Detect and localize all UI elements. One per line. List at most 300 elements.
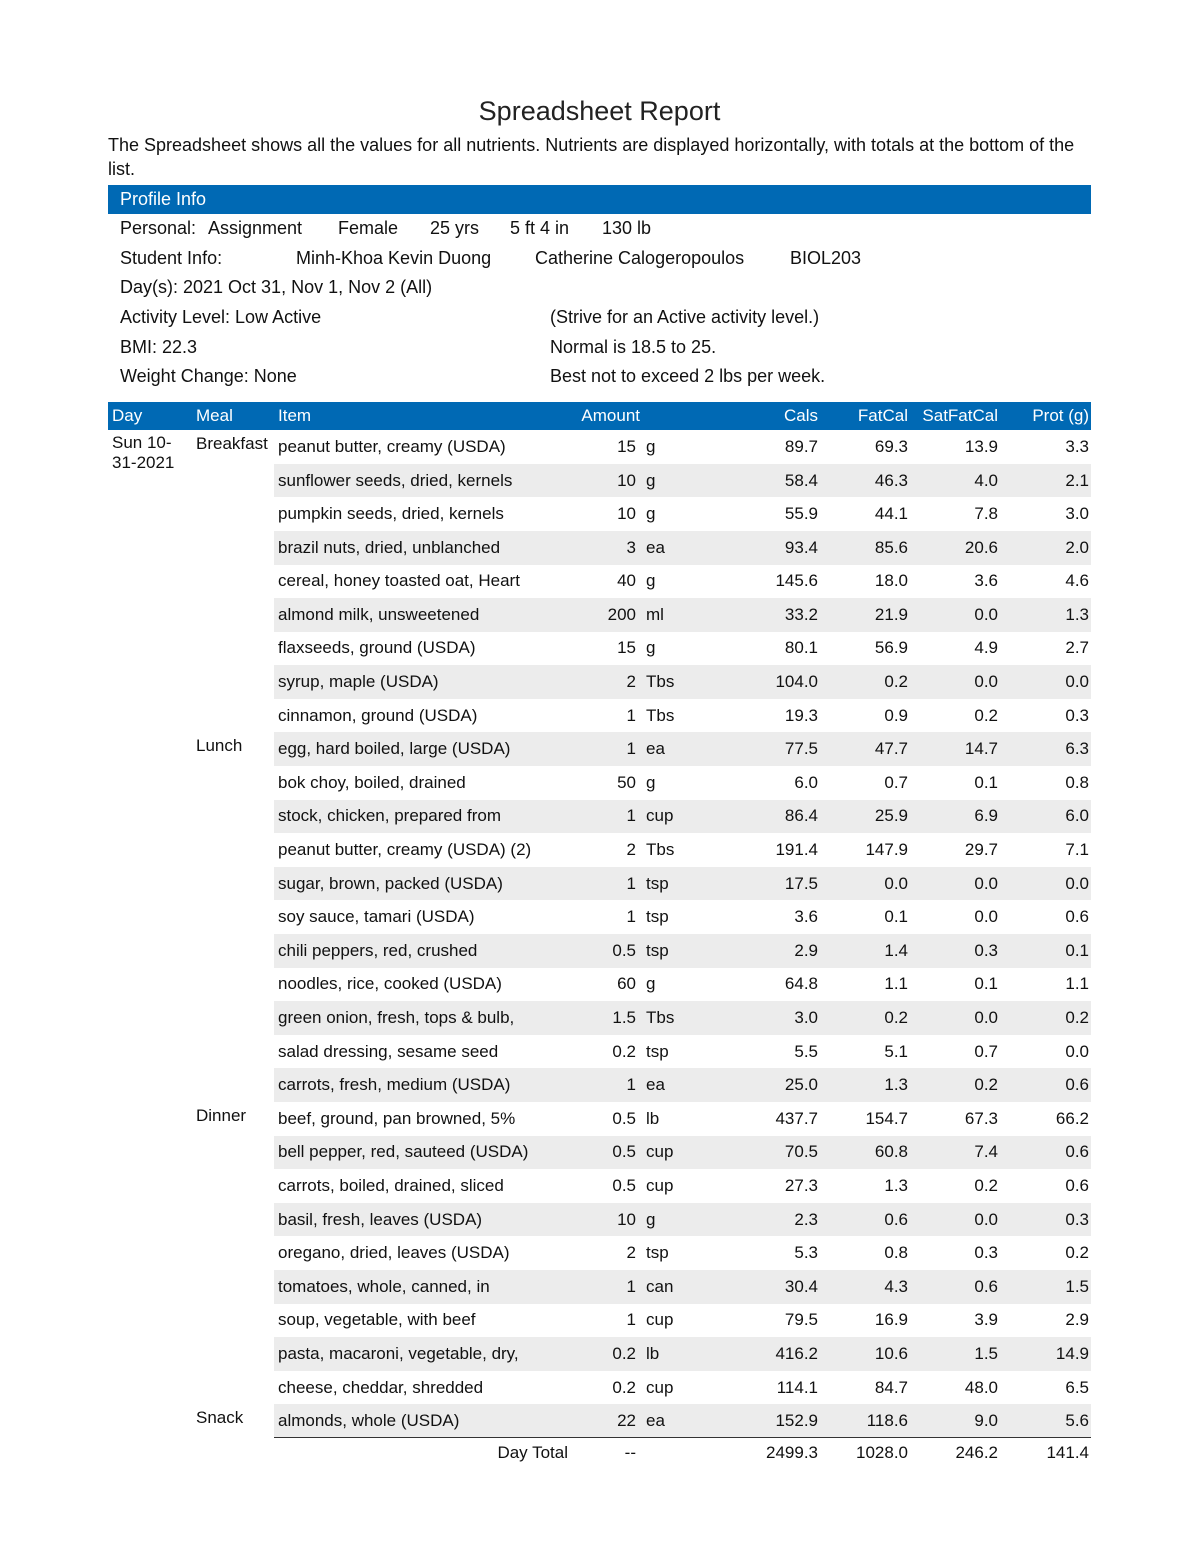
item-name: syrup, maple (USDA)	[274, 665, 574, 699]
prot-value: 0.2	[1065, 1243, 1089, 1263]
cals-value: 33.2	[730, 598, 820, 632]
table-row	[108, 430, 1091, 464]
prot-value: 1.3	[1000, 598, 1091, 632]
amount-qty: 0.2	[612, 1377, 636, 1397]
fatcal-value: 60.8	[820, 1136, 910, 1170]
satfatcal-value: 0.2	[974, 1175, 998, 1195]
amount-unit: cup	[646, 1175, 674, 1195]
fatcal-value: 10.6	[820, 1337, 910, 1371]
prot-value: 0.8	[1065, 772, 1089, 792]
amount-unit: tsp	[644, 934, 730, 968]
meal-label: Breakfast	[196, 434, 268, 454]
personal-name: Assignment	[208, 218, 303, 238]
fatcal-value: 47.7	[820, 732, 910, 766]
table-row	[108, 1203, 1091, 1237]
item-name: tomatoes, whole, canned, in	[274, 1270, 574, 1304]
amount-unit: cup	[644, 1136, 730, 1170]
header-meal: Meal	[192, 402, 274, 430]
fatcal-value: 0.0	[820, 867, 910, 901]
prot-value: 0.0	[1000, 867, 1091, 901]
meal-label	[192, 497, 274, 531]
spacer	[644, 1438, 730, 1468]
header-prot: Prot (g)	[1000, 402, 1091, 430]
table-row	[108, 867, 1091, 901]
table-row	[108, 665, 1091, 699]
cals-value: 6.0	[794, 772, 818, 792]
cals-value: 27.3	[784, 1175, 818, 1195]
amount-qty: 15	[617, 436, 636, 456]
satfatcal-value: 9.0	[910, 1404, 1000, 1438]
cals-value: 152.9	[730, 1404, 820, 1438]
item-name: soup, vegetable, with beef	[278, 1310, 476, 1330]
cals-value: 114.1	[776, 1377, 818, 1397]
prot-value: 2.0	[1000, 531, 1091, 565]
gender: Female	[338, 218, 399, 238]
amount-qty: 60	[617, 974, 636, 994]
satfatcal-value: 4.0	[910, 464, 1000, 498]
cals-value: 58.4	[730, 464, 820, 498]
meal-label: Lunch	[196, 736, 243, 756]
item-name: noodles, rice, cooked (USDA)	[278, 974, 502, 994]
item-name: carrots, boiled, drained, sliced	[278, 1175, 504, 1195]
satfatcal-value: 0.7	[974, 1041, 998, 1061]
header-cals: Cals	[730, 402, 820, 430]
profile-header: Profile Info	[108, 185, 1091, 214]
cals-value: 145.6	[775, 571, 818, 591]
satfatcal-value: 3.9	[974, 1310, 998, 1330]
table-row	[108, 1102, 1091, 1136]
fatcal-value: 4.3	[820, 1270, 910, 1304]
satfatcal-value: 0.0	[974, 907, 998, 927]
profile-info	[108, 214, 1091, 392]
table-row	[108, 1337, 1091, 1371]
prot-value: 7.1	[1065, 840, 1089, 860]
table-row	[108, 732, 1091, 766]
cals-value: 416.2	[730, 1337, 820, 1371]
student-label: Student Info:	[120, 247, 223, 268]
prot-value: 0.6	[1065, 907, 1089, 927]
table-row	[108, 766, 1091, 800]
meal-label	[192, 1304, 274, 1338]
bmi-note: Normal is 18.5 to 25.	[550, 336, 717, 357]
amount-qty: 22	[574, 1404, 644, 1438]
item-name: cheese, cheddar, shredded	[278, 1377, 484, 1397]
student-row	[120, 244, 1091, 274]
bmi: BMI: 22.3	[120, 336, 198, 357]
amount-unit: g	[646, 436, 656, 456]
prot-value: 66.2	[1055, 1108, 1089, 1128]
cals-value: 3.0	[730, 1001, 820, 1035]
cals-value: 191.4	[775, 840, 818, 860]
nutrient-table	[108, 402, 1091, 1468]
fatcal-value: 21.9	[820, 598, 910, 632]
cals-value: 89.7	[784, 436, 818, 456]
table-row	[108, 1270, 1091, 1304]
cals-value: 70.5	[730, 1136, 820, 1170]
instructor: Catherine Calogeropoulos	[535, 247, 745, 268]
cals-value: 25.0	[730, 1068, 820, 1102]
cals-value: 5.3	[794, 1243, 818, 1263]
fatcal-value: 0.1	[884, 907, 908, 927]
table-row	[108, 565, 1091, 599]
day-total-cals: 2499.3	[730, 1438, 820, 1468]
amount-unit: g	[646, 638, 656, 658]
item-name: carrots, fresh, medium (USDA)	[274, 1068, 574, 1102]
satfatcal-value: 3.6	[974, 571, 998, 591]
meal-label	[192, 598, 274, 632]
amount-unit: Tbs	[646, 705, 675, 725]
satfatcal-value: 1.5	[910, 1337, 1000, 1371]
header-amount: Amount	[574, 402, 644, 430]
meal-label	[192, 1270, 274, 1304]
table-row	[108, 1304, 1091, 1338]
amount-unit: cup	[646, 1377, 674, 1397]
cals-value: 2.3	[730, 1203, 820, 1237]
meal-label	[192, 1035, 274, 1069]
item-name: sunflower seeds, dried, kernels	[274, 464, 574, 498]
meal-label	[192, 968, 274, 1002]
report-title: Spreadsheet Report	[478, 96, 721, 126]
meal-label	[192, 934, 274, 968]
cals-value: 55.9	[784, 504, 818, 524]
item-name: flaxseeds, ground (USDA)	[278, 638, 476, 658]
amount-qty: 0.5	[612, 1108, 636, 1128]
fatcal-value: 46.3	[820, 464, 910, 498]
fatcal-value: 154.7	[865, 1108, 908, 1128]
table-row	[108, 900, 1091, 934]
activity-level: Activity Level: Low Active	[120, 307, 322, 328]
meal-label	[192, 632, 274, 666]
fatcal-value: 18.0	[874, 571, 908, 591]
days: Day(s): 2021 Oct 31, Nov 1, Nov 2 (All)	[120, 277, 433, 298]
amount-unit: lb	[646, 1108, 660, 1128]
meal-label	[192, 665, 274, 699]
prot-value: 2.1	[1000, 464, 1091, 498]
amount-qty: 0.5	[612, 1175, 636, 1195]
item-name: brazil nuts, dried, unblanched	[274, 531, 574, 565]
day-total-fatcal: 1028.0	[820, 1438, 910, 1468]
item-name: peanut butter, creamy (USDA)	[278, 436, 506, 456]
satfatcal-value: 0.0	[910, 867, 1000, 901]
weight-note: Best not to exceed 2 lbs per week.	[550, 366, 826, 387]
meal-label	[192, 1371, 274, 1405]
amount-unit: g	[646, 772, 656, 792]
item-name: egg, hard boiled, large (USDA)	[274, 732, 574, 766]
item-name: basil, fresh, leaves (USDA)	[274, 1203, 574, 1237]
amount-qty: 1	[626, 1310, 636, 1330]
satfatcal-value: 0.3	[910, 934, 1000, 968]
fatcal-value: 0.8	[884, 1243, 908, 1263]
prot-value: 0.6	[1065, 1175, 1089, 1195]
prot-value: 1.5	[1000, 1270, 1091, 1304]
item-name: bok choy, boiled, drained	[278, 772, 466, 792]
table-row	[108, 497, 1091, 531]
table-header	[108, 402, 1091, 430]
fatcal-value: 5.1	[884, 1041, 908, 1061]
meal-label	[192, 1001, 274, 1035]
satfatcal-value: 67.3	[964, 1108, 998, 1128]
cals-value: 93.4	[730, 531, 820, 565]
table-row	[108, 1035, 1091, 1069]
item-name: pumpkin seeds, dried, kernels	[278, 504, 504, 524]
amount-unit: tsp	[646, 1041, 669, 1061]
cals-value: 80.1	[784, 638, 818, 658]
item-name: soy sauce, tamari (USDA)	[278, 907, 475, 927]
day-total-satfatcal: 246.2	[910, 1438, 1000, 1468]
fatcal-value: 0.2	[820, 1001, 910, 1035]
prot-value: 6.0	[1000, 800, 1091, 834]
amount-unit: cup	[644, 800, 730, 834]
report-description: The Spreadsheet shows all the values for all nutrients. Nutrients are displayed horizontally, with totals at the bottom of the list.	[108, 135, 1075, 179]
fatcal-value: 1.4	[820, 934, 910, 968]
prot-value: 3.0	[1065, 504, 1089, 524]
prot-value: 0.0	[1065, 1041, 1089, 1061]
day-total-amount: --	[574, 1438, 644, 1468]
amount-unit: ea	[644, 1068, 730, 1102]
personal-label: Personal:	[120, 218, 197, 238]
prot-value: 0.3	[1000, 1203, 1091, 1237]
cals-value: 86.4	[730, 800, 820, 834]
header-item: Item	[274, 402, 574, 430]
amount-unit: ml	[644, 598, 730, 632]
table-row	[108, 1169, 1091, 1203]
fatcal-value: 0.6	[820, 1203, 910, 1237]
satfatcal-value: 0.3	[974, 1243, 998, 1263]
activity-row	[120, 303, 1091, 333]
personal-row	[120, 214, 1091, 244]
satfatcal-value: 7.8	[974, 504, 998, 524]
prot-value: 3.3	[1065, 436, 1089, 456]
meal-label	[192, 1203, 274, 1237]
height: 5 ft 4 in	[510, 218, 570, 238]
prot-value: 0.2	[1000, 1001, 1091, 1035]
prot-value: 0.6	[1000, 1136, 1091, 1170]
activity-note: (Strive for an Active activity level.)	[550, 307, 820, 328]
table-row	[108, 1371, 1091, 1405]
table-row	[108, 1136, 1091, 1170]
satfatcal-value: 0.2	[974, 705, 998, 725]
amount-unit: lb	[644, 1337, 730, 1371]
amount-qty: 1	[626, 907, 636, 927]
table-row	[108, 1236, 1091, 1270]
satfatcal-value: 4.9	[974, 638, 998, 658]
fatcal-value: 44.1	[874, 504, 908, 524]
table-row	[108, 632, 1091, 666]
student-name: Minh-Khoa Kevin Duong	[296, 247, 492, 268]
table-row	[108, 968, 1091, 1002]
prot-value: 6.5	[1065, 1377, 1089, 1397]
spacer	[108, 1438, 192, 1468]
amount-unit: Tbs	[646, 840, 675, 860]
satfatcal-value: 0.0	[910, 665, 1000, 699]
meal-label	[192, 1169, 274, 1203]
weight-change-row	[120, 362, 1091, 392]
fatcal-value: 0.2	[820, 665, 910, 699]
fatcal-value: 69.3	[874, 436, 908, 456]
satfatcal-value: 7.4	[910, 1136, 1000, 1170]
satfatcal-value: 0.0	[910, 1203, 1000, 1237]
table-row	[108, 1068, 1091, 1102]
satfatcal-value: 29.7	[964, 840, 998, 860]
fatcal-value: 84.7	[874, 1377, 908, 1397]
days-row	[120, 273, 1091, 303]
item-name: green onion, fresh, tops & bulb,	[274, 1001, 574, 1035]
header-satfatcal: SatFatCal	[910, 402, 1000, 430]
satfatcal-value: 6.9	[910, 800, 1000, 834]
cals-value: 64.8	[784, 974, 818, 994]
amount-qty: 200	[574, 598, 644, 632]
table-row	[108, 1404, 1091, 1438]
item-name: stock, chicken, prepared from	[274, 800, 574, 834]
meal-label	[192, 800, 274, 834]
amount-unit: g	[646, 571, 656, 591]
amount-qty: 0.5	[574, 1136, 644, 1170]
item-name: cinnamon, ground (USDA)	[278, 705, 478, 725]
amount-qty: 1.5	[574, 1001, 644, 1035]
weight: 130 lb	[602, 218, 652, 238]
meal-label	[192, 1236, 274, 1270]
amount-qty: 40	[617, 571, 636, 591]
meal-label	[192, 1136, 274, 1170]
item-name: oregano, dried, leaves (USDA)	[278, 1243, 510, 1263]
item-name: cereal, honey toasted oat, Heart	[278, 571, 520, 591]
amount-qty: 50	[617, 772, 636, 792]
amount-unit: g	[644, 464, 730, 498]
cals-value: 5.5	[794, 1041, 818, 1061]
amount-unit: cup	[646, 1310, 674, 1330]
meal-label	[192, 766, 274, 800]
item-name: pasta, macaroni, vegetable, dry,	[274, 1337, 574, 1371]
table-row	[108, 531, 1091, 565]
bmi-row	[120, 333, 1091, 363]
amount-qty: 1	[574, 1270, 644, 1304]
table-row	[108, 934, 1091, 968]
item-name: salad dressing, sesame seed	[278, 1041, 499, 1061]
fatcal-value: 0.7	[884, 772, 908, 792]
amount-unit: g	[646, 504, 656, 524]
fatcal-value: 1.3	[884, 1175, 908, 1195]
amount-qty: 2	[626, 840, 636, 860]
satfatcal-value: 0.1	[974, 772, 998, 792]
amount-qty: 1	[574, 867, 644, 901]
meal-label	[192, 833, 274, 867]
prot-value: 2.7	[1065, 638, 1089, 658]
amount-unit: can	[644, 1270, 730, 1304]
day-total-label: Day Total	[274, 1438, 574, 1468]
amount-unit: tsp	[646, 907, 669, 927]
amount-qty: 1	[574, 732, 644, 766]
satfatcal-value: 20.6	[910, 531, 1000, 565]
table-row	[108, 699, 1091, 733]
report-page	[108, 96, 1091, 1468]
prot-value: 0.0	[1000, 665, 1091, 699]
amount-unit: ea	[644, 1404, 730, 1438]
item-name: almond milk, unsweetened	[274, 598, 574, 632]
amount-qty: 1	[626, 705, 636, 725]
table-row	[108, 1001, 1091, 1035]
prot-value: 0.6	[1000, 1068, 1091, 1102]
age: 25 yrs	[430, 218, 480, 238]
header-day: Day	[108, 402, 192, 430]
meal-label	[192, 699, 274, 733]
amount-unit: ea	[644, 732, 730, 766]
amount-qty: 1	[574, 1068, 644, 1102]
item-name: chili peppers, red, crushed	[274, 934, 574, 968]
fatcal-value: 1.1	[884, 974, 908, 994]
amount-unit: tsp	[646, 1243, 669, 1263]
amount-qty: 1	[574, 800, 644, 834]
fatcal-value: 1.3	[820, 1068, 910, 1102]
amount-unit: g	[646, 974, 656, 994]
cals-value: 19.3	[784, 705, 818, 725]
amount-qty: 15	[617, 638, 636, 658]
cals-value: 104.0	[730, 665, 820, 699]
meal-label	[192, 565, 274, 599]
amount-qty: 3	[574, 531, 644, 565]
amount-unit: g	[644, 1203, 730, 1237]
table-row	[108, 464, 1091, 498]
cals-value: 17.5	[730, 867, 820, 901]
amount-qty: 0.5	[574, 934, 644, 968]
cals-value: 3.6	[794, 907, 818, 927]
day-total-prot: 141.4	[1000, 1438, 1091, 1468]
meal-label	[192, 1337, 274, 1371]
meal-label	[192, 867, 274, 901]
table-row	[108, 833, 1091, 867]
item-name: beef, ground, pan browned, 5%	[278, 1108, 516, 1128]
amount-unit: Tbs	[644, 665, 730, 699]
cals-value: 79.5	[784, 1310, 818, 1330]
amount-qty: 0.2	[574, 1337, 644, 1371]
spacer	[192, 1438, 274, 1468]
prot-value: 6.3	[1000, 732, 1091, 766]
meal-label	[192, 464, 274, 498]
cals-value: 30.4	[730, 1270, 820, 1304]
item-name: almonds, whole (USDA)	[274, 1404, 574, 1438]
amount-qty: 10	[574, 1203, 644, 1237]
amount-qty: 0.2	[612, 1041, 636, 1061]
weight-change: Weight Change: None	[120, 366, 297, 387]
amount-unit: tsp	[644, 867, 730, 901]
prot-value: 2.9	[1065, 1310, 1089, 1330]
course: BIOL203	[790, 247, 862, 268]
cals-value: 2.9	[730, 934, 820, 968]
item-name: peanut butter, creamy (USDA) (2)	[278, 840, 532, 860]
table-row	[108, 800, 1091, 834]
prot-value: 4.6	[1065, 571, 1089, 591]
satfatcal-value: 0.6	[910, 1270, 1000, 1304]
amount-unit: ea	[644, 531, 730, 565]
fatcal-value: 85.6	[820, 531, 910, 565]
prot-value: 0.3	[1065, 705, 1089, 725]
fatcal-value: 0.9	[884, 705, 908, 725]
satfatcal-value: 48.0	[964, 1377, 998, 1397]
cals-value: 77.5	[730, 732, 820, 766]
fatcal-value: 25.9	[820, 800, 910, 834]
satfatcal-value: 0.0	[910, 598, 1000, 632]
table-row	[108, 598, 1091, 632]
day-label: Sun 10-31-2021	[112, 433, 175, 473]
item-name: sugar, brown, packed (USDA)	[274, 867, 574, 901]
header-fatcal: FatCal	[820, 402, 910, 430]
amount-qty: 10	[617, 504, 636, 524]
meal-label	[192, 531, 274, 565]
day-total-row	[108, 1438, 1091, 1468]
fatcal-value: 16.9	[874, 1310, 908, 1330]
prot-value: 0.1	[1000, 934, 1091, 968]
amount-unit: Tbs	[644, 1001, 730, 1035]
satfatcal-value: 0.2	[910, 1068, 1000, 1102]
